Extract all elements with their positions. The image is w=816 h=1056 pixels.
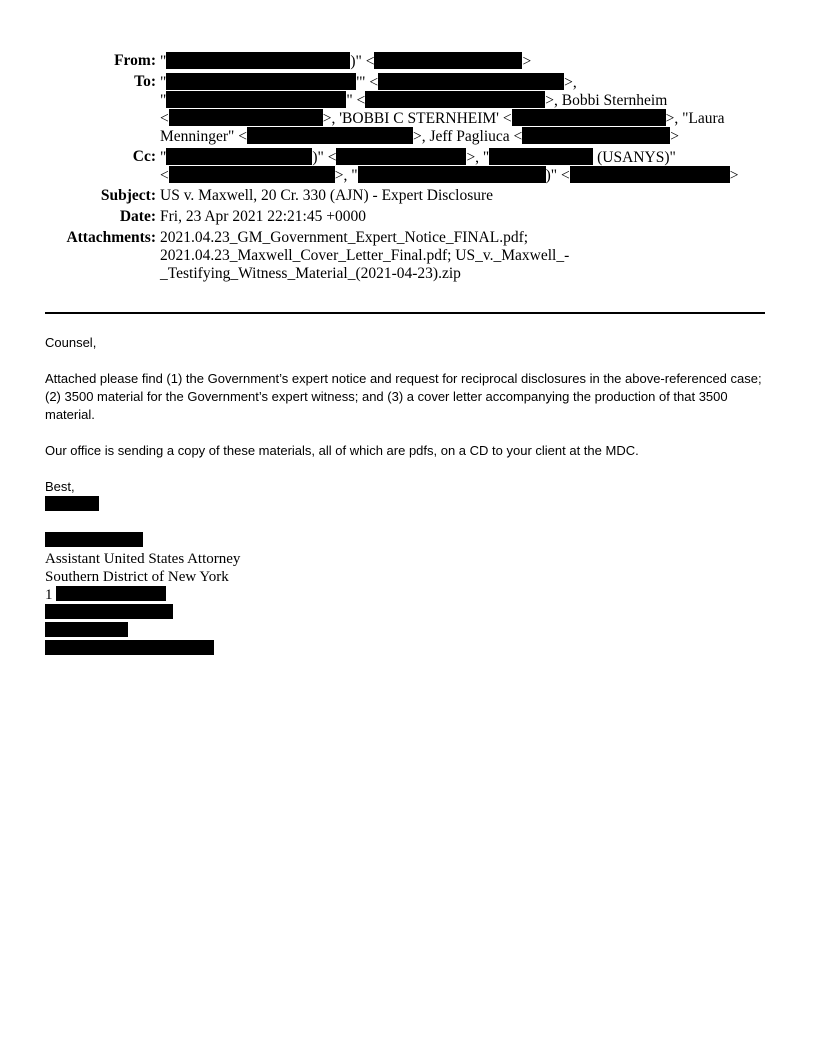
cc-text: (USANYS)" (593, 149, 676, 166)
redaction-block (365, 91, 545, 108)
subject-row (0, 187, 816, 205)
attachment-item[interactable]: 2021.04.23_GM_Government_Expert_Notice_FINAL.pdf; (160, 229, 529, 246)
redaction-block (522, 127, 670, 144)
to-text: >, 'BOBBI C STERNHEIM' < (322, 110, 512, 127)
to-text: Menninger" < (160, 128, 247, 145)
redaction-block (247, 127, 413, 144)
cc-text: >, " (334, 167, 358, 184)
attachments-label: Attachments: (66, 229, 156, 246)
to-text: >, (564, 74, 577, 91)
to-text: " < (346, 92, 366, 109)
redaction-block (45, 532, 143, 547)
redaction-block (489, 148, 593, 165)
attachment-item[interactable]: _Testifying_Witness_Material_(2021-04-23).zip (160, 265, 461, 282)
cc-label: Cc: (132, 148, 156, 165)
redaction-block (45, 622, 128, 637)
to-text: " (160, 92, 167, 109)
greeting: Counsel, (45, 335, 97, 350)
redaction-block (374, 52, 522, 69)
redaction-block (512, 109, 666, 126)
email-body (45, 334, 769, 496)
to-text: '" < (356, 74, 379, 91)
signature-office: Southern District of New York (45, 569, 229, 585)
cc-text: > (729, 167, 739, 184)
from-text: " (160, 53, 167, 70)
address-prefix: 1 (45, 587, 53, 603)
redaction-block (570, 166, 730, 183)
attachments-list (160, 229, 760, 283)
subject-value: US v. Maxwell, 20 Cr. 330 (AJN) - Expert Disclosure (160, 187, 494, 204)
redaction-block (169, 166, 335, 183)
cc-text: )" < (545, 167, 570, 184)
to-text: >, Bobbi Sternheim (545, 92, 668, 109)
from-value (160, 52, 760, 70)
cc-value (160, 148, 760, 184)
redaction-block (169, 109, 323, 126)
to-text: >, "Laura (665, 110, 725, 127)
body-paragraph: Attached please find (1) the Government’s expert notice and request for reciprocal disclosures in the above-referenced case; (2) 3500 material for the Government’s expert witness; and (3) a cover letter accompanying the production of that 3500 material. (45, 371, 762, 422)
cc-text: >, " (466, 149, 490, 166)
redaction-block (45, 604, 173, 619)
subject-label: Subject: (100, 187, 156, 204)
redaction-block (166, 91, 346, 108)
redaction-block (166, 73, 356, 90)
redaction-block (166, 52, 350, 69)
redaction-block (45, 640, 214, 655)
redaction-block (45, 496, 99, 511)
signature-block (45, 496, 445, 658)
signature-title: Assistant United States Attorney (45, 551, 241, 567)
body-paragraph: Our office is sending a copy of these materials, all of which are pdfs, on a CD to your client at the MDC. (45, 443, 639, 458)
redaction-block (336, 148, 466, 165)
to-row (0, 73, 816, 145)
date-row (0, 208, 816, 226)
from-label: From: (114, 52, 156, 69)
redaction-block (378, 73, 564, 90)
closing: Best, (45, 479, 75, 494)
date-label: Date: (119, 208, 156, 225)
cc-row (0, 148, 816, 184)
to-text: >, Jeff Pagliuca < (412, 128, 523, 145)
redaction-block (56, 586, 166, 601)
redaction-block (166, 148, 312, 165)
from-text: )" < (350, 53, 375, 70)
from-row (0, 52, 816, 70)
email-header (0, 52, 816, 286)
attachments-row (0, 229, 816, 283)
cc-text: " (160, 149, 167, 166)
to-text: < (160, 110, 169, 127)
cc-text: < (160, 167, 169, 184)
attachment-item[interactable]: 2021.04.23_Maxwell_Cover_Letter_Final.pdf; US_v._Maxwell_- (160, 247, 570, 264)
header-divider (45, 312, 765, 314)
to-label: To: (134, 73, 156, 90)
from-text: > (522, 53, 532, 70)
cc-text: )" < (312, 149, 337, 166)
date-value: Fri, 23 Apr 2021 22:21:45 +0000 (160, 208, 366, 225)
to-text: > (670, 128, 680, 145)
redaction-block (358, 166, 546, 183)
to-value (160, 73, 760, 145)
to-text: " (160, 74, 167, 91)
